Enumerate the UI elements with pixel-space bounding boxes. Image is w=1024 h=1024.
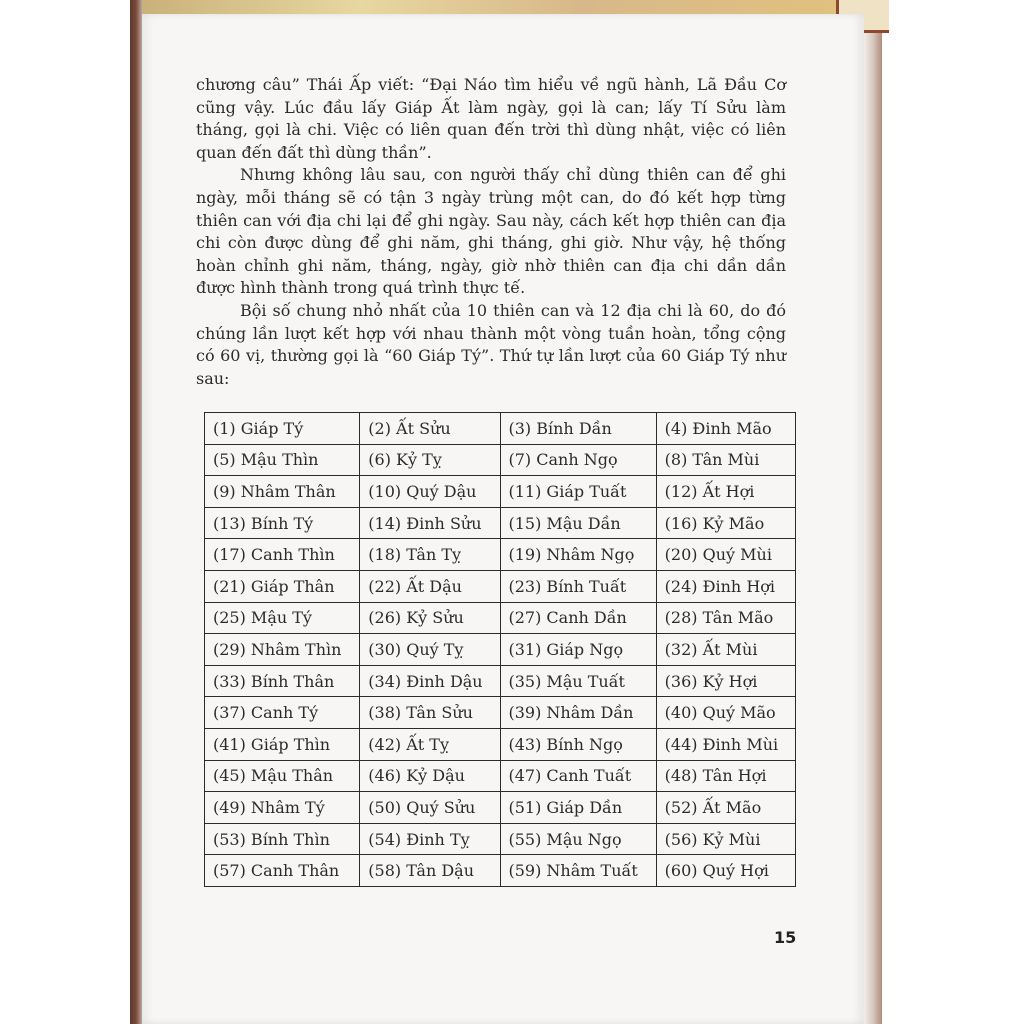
table-cell: (45) Mậu Thân xyxy=(205,760,360,792)
book-spine-edge xyxy=(130,0,142,1024)
table-row xyxy=(205,823,796,855)
table-cell: (47) Canh Tuất xyxy=(500,760,656,792)
table-cell: (25) Mậu Tý xyxy=(205,602,360,634)
table-cell: (44) Đinh Mùi xyxy=(656,728,795,760)
page-number: 15 xyxy=(774,928,797,947)
table-cell: (36) Kỷ Hợi xyxy=(656,665,795,697)
table-cell: (15) Mậu Dần xyxy=(500,507,656,539)
table-cell: (26) Kỷ Sửu xyxy=(360,602,500,634)
table-cell: (40) Quý Mão xyxy=(656,697,795,729)
table-cell: (53) Bính Thìn xyxy=(205,823,360,855)
table-cell: (42) Ất Tỵ xyxy=(360,728,500,760)
table-cell: (1) Giáp Tý xyxy=(205,413,360,445)
table-cell: (17) Canh Thìn xyxy=(205,539,360,571)
table-cell: (4) Đinh Mão xyxy=(656,413,795,445)
table-cell: (50) Quý Sửu xyxy=(360,792,500,824)
table-row xyxy=(205,444,796,476)
table-cell: (6) Kỷ Tỵ xyxy=(360,444,500,476)
table-row xyxy=(205,728,796,760)
table-cell: (52) Ất Mão xyxy=(656,792,795,824)
table-cell: (8) Tân Mùi xyxy=(656,444,795,476)
table-cell: (55) Mậu Ngọ xyxy=(500,823,656,855)
table-row xyxy=(205,792,796,824)
table-cell: (12) Ất Hợi xyxy=(656,476,795,508)
table-cell: (29) Nhâm Thìn xyxy=(205,634,360,666)
table-cell: (7) Canh Ngọ xyxy=(500,444,656,476)
table-row xyxy=(205,602,796,634)
book-page xyxy=(142,14,864,1024)
paragraph-3: Bội số chung nhỏ nhất của 10 thiên can và 12 địa chi là 60, do đó chúng lần lượt kết hợp với nhau thành một vòng tuần hoàn, tổng cộng có 60 vị, thường gọi là “60 Giáp Tý”. Thứ tự lần lượt của 60 Giáp Tý như sau: xyxy=(196,300,786,388)
table-cell: (13) Bính Tý xyxy=(205,507,360,539)
table-body xyxy=(205,413,796,887)
page-text xyxy=(196,74,786,390)
table-row xyxy=(205,476,796,508)
page-right-edge xyxy=(864,0,882,1024)
table-cell: (21) Giáp Thân xyxy=(205,570,360,602)
table-row xyxy=(205,539,796,571)
table-row xyxy=(205,570,796,602)
table-row xyxy=(205,697,796,729)
table-cell: (49) Nhâm Tý xyxy=(205,792,360,824)
table-cell: (51) Giáp Dần xyxy=(500,792,656,824)
table-cell: (10) Quý Dậu xyxy=(360,476,500,508)
table-cell: (24) Đinh Hợi xyxy=(656,570,795,602)
table-cell: (27) Canh Dần xyxy=(500,602,656,634)
table-cell: (32) Ất Mùi xyxy=(656,634,795,666)
table-cell: (58) Tân Dậu xyxy=(360,855,500,887)
table-row xyxy=(205,507,796,539)
table-cell: (30) Quý Tỵ xyxy=(360,634,500,666)
table-row xyxy=(205,634,796,666)
table-cell: (41) Giáp Thìn xyxy=(205,728,360,760)
table-cell: (23) Bính Tuất xyxy=(500,570,656,602)
table-row xyxy=(205,665,796,697)
table-cell: (5) Mậu Thìn xyxy=(205,444,360,476)
table-cell: (16) Kỷ Mão xyxy=(656,507,795,539)
paragraph-1: chương câu” Thái Ấp viết: “Đại Náo tìm hiểu về ngũ hành, Lã Đầu Cơ cũng vậy. Lúc đầu lấy Giáp Ất làm ngày, gọi là can; lấy Tí Sửu làm tháng, gọi là chi. Việc có liên quan đến trời thì dùng nhật, việc có liên quan đến đất thì dùng thần”. xyxy=(196,75,786,162)
table-cell: (56) Kỷ Mùi xyxy=(656,823,795,855)
table-cell: (59) Nhâm Tuất xyxy=(500,855,656,887)
table-cell: (48) Tân Hợi xyxy=(656,760,795,792)
table-cell: (38) Tân Sửu xyxy=(360,697,500,729)
table-cell: (57) Canh Thân xyxy=(205,855,360,887)
table-row xyxy=(205,760,796,792)
table-cell: (14) Đinh Sửu xyxy=(360,507,500,539)
paragraph-2: Nhưng không lâu sau, con người thấy chỉ dùng thiên can để ghi ngày, mỗi tháng sẽ có tận 3 ngày trùng một can, do đó kết hợp từng thiên can với địa chi lại để ghi ngày. Sau này, cách kết hợp thiên can địa chi còn được dùng để ghi năm, ghi tháng, ghi giờ. Như vậy, hệ thống hoàn chỉnh ghi năm, tháng, ngày, giờ nhờ thiên can địa chi dần dần được hình thành trong quá trình thực tế. xyxy=(196,165,786,298)
table-cell: (3) Bính Dần xyxy=(500,413,656,445)
sixty-giap-ty-table xyxy=(204,412,796,887)
table-cell: (9) Nhâm Thân xyxy=(205,476,360,508)
table-cell: (20) Quý Mùi xyxy=(656,539,795,571)
table-row xyxy=(205,413,796,445)
table-cell: (31) Giáp Ngọ xyxy=(500,634,656,666)
table-cell: (43) Bính Ngọ xyxy=(500,728,656,760)
table-cell: (60) Quý Hợi xyxy=(656,855,795,887)
table-cell: (2) Ất Sửu xyxy=(360,413,500,445)
table-cell: (39) Nhâm Dần xyxy=(500,697,656,729)
background-right xyxy=(870,0,1024,1024)
table-cell: (11) Giáp Tuất xyxy=(500,476,656,508)
table-cell: (46) Kỷ Dậu xyxy=(360,760,500,792)
table-cell: (28) Tân Mão xyxy=(656,602,795,634)
table-cell: (37) Canh Tý xyxy=(205,697,360,729)
table-cell: (33) Bính Thân xyxy=(205,665,360,697)
table-cell: (35) Mậu Tuất xyxy=(500,665,656,697)
table-cell: (22) Ất Dậu xyxy=(360,570,500,602)
table-cell: (54) Đinh Tỵ xyxy=(360,823,500,855)
table-cell: (18) Tân Tỵ xyxy=(360,539,500,571)
table-cell: (19) Nhâm Ngọ xyxy=(500,539,656,571)
table-cell: (34) Đinh Dậu xyxy=(360,665,500,697)
table-row xyxy=(205,855,796,887)
